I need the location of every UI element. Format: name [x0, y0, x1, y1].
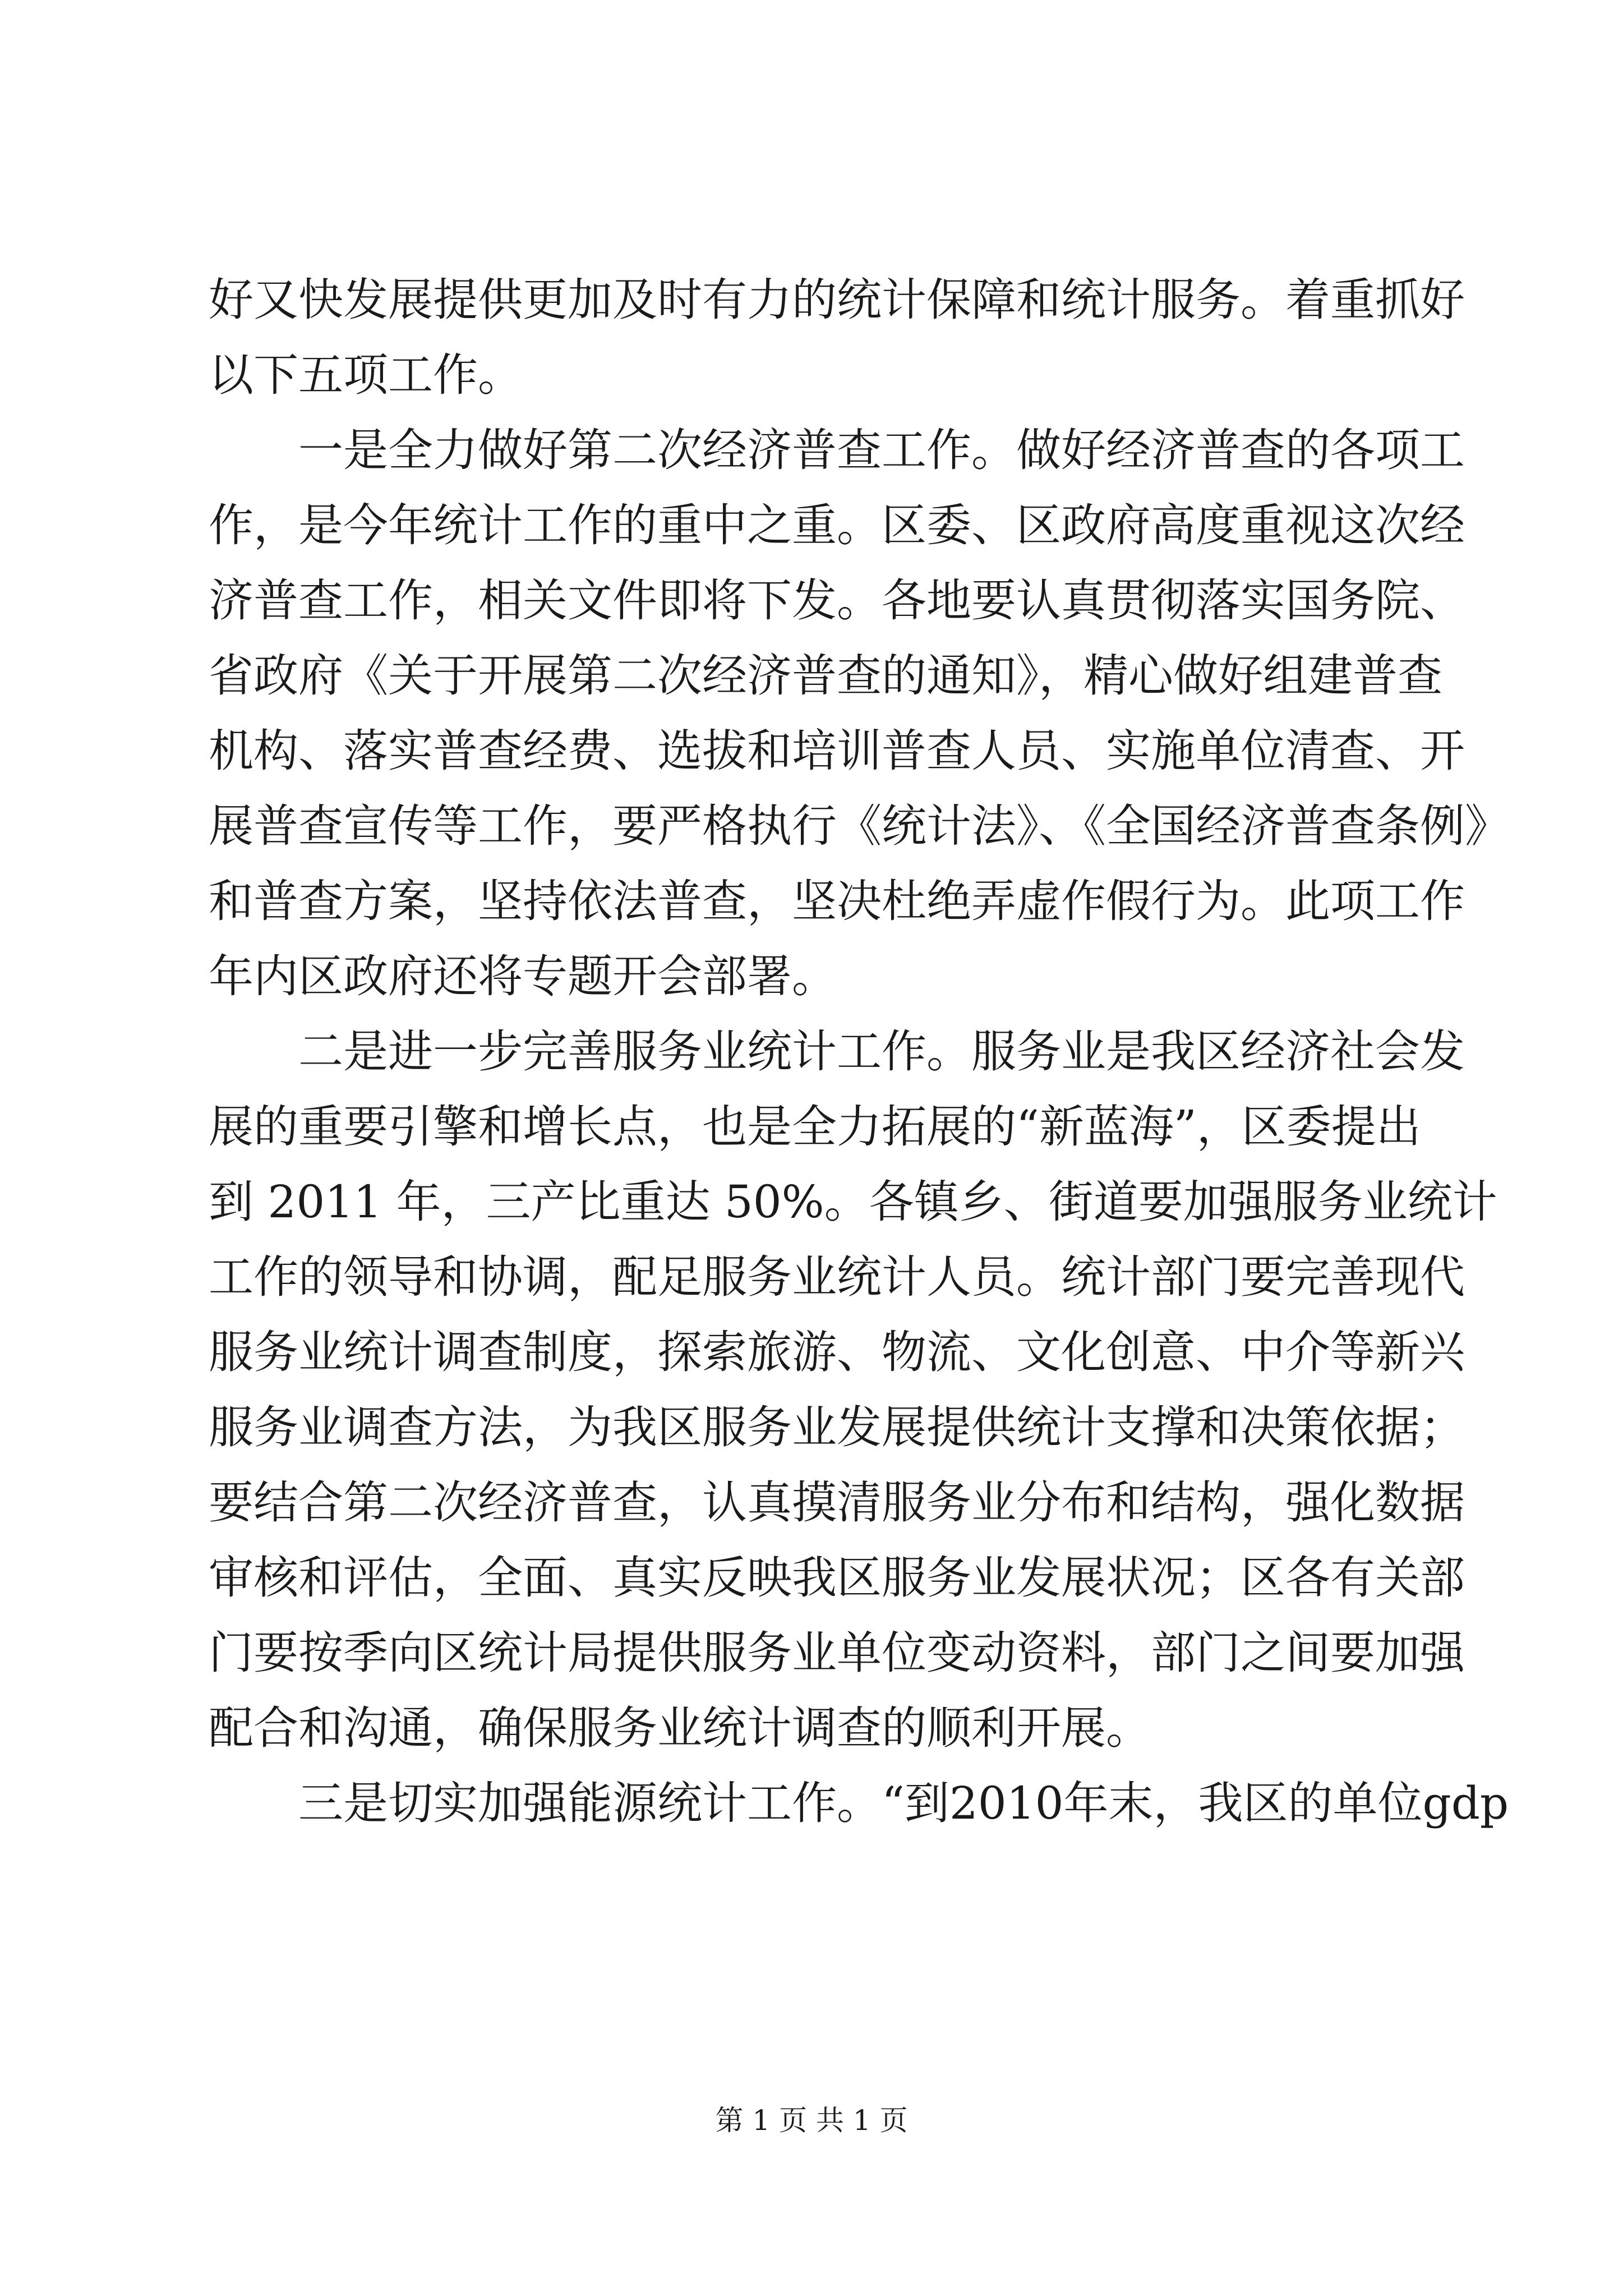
text-line: 和普查方案，坚持依法普查，坚决杜绝弄虚作假行为。此项工作 [209, 875, 1465, 927]
text-line: 三是切实加强能源统计工作。“到2010年末，我区的单位gdp [209, 1777, 1509, 1829]
text-line: 服务业调查方法，为我区服务业发展提供统计支撑和决策依据； [209, 1401, 1465, 1453]
text-line: 省政府《关于开展第二次经济普查的通知》，精心做好组建普查 [209, 650, 1442, 702]
text-line: 以下五项工作。 [209, 349, 523, 401]
text-line: 一是全力做好第二次经济普查工作。做好经济普查的各项工 [209, 424, 1465, 476]
body-text [209, 263, 1510, 1841]
text-line: 展的重要引擎和增长点，也是全力拓展的“新蓝海”，区委提出 [209, 1101, 1421, 1153]
text-line: 到 2011 年，三产比重达 50%。各镇乡、街道要加强服务业统计 [209, 1176, 1497, 1228]
text-line: 审核和评估，全面、真实反映我区服务业发展状况；区各有关部 [209, 1552, 1465, 1604]
text-line: 要结合第二次经济普查，认真摸清服务业分布和结构，强化数据 [209, 1476, 1465, 1529]
text-line: 年内区政府还将专题开会部署。 [209, 950, 837, 1002]
text-line: 二是进一步完善服务业统计工作。服务业是我区经济社会发 [209, 1025, 1465, 1078]
page-footer: 第 1 页 共 1 页 [715, 2104, 908, 2137]
text-line: 展普查宣传等工作，要严格执行《统计法》、《全国经济普查条例》 [209, 800, 1510, 852]
text-line: 好又快发展提供更加及时有力的统计保障和统计服务。着重抓好 [209, 274, 1465, 326]
text-line: 门要按季向区统计局提供服务业单位变动资料，部门之间要加强 [209, 1627, 1465, 1679]
text-line: 机构、落实普查经费、选拔和培训普查人员、实施单位清查、开 [209, 725, 1465, 777]
text-line: 服务业统计调查制度，探索旅游、物流、文化创意、中介等新兴 [209, 1326, 1465, 1378]
text-line: 配合和沟通，确保服务业统计调查的顺利开展。 [209, 1702, 1151, 1754]
text-line: 作，是今年统计工作的重中之重。区委、区政府高度重视这次经 [209, 499, 1465, 551]
text-line: 济普查工作，相关文件即将下发。各地要认真贯彻落实国务院、 [209, 574, 1465, 627]
text-line: 工作的领导和协调，配足服务业统计人员。统计部门要完善现代 [209, 1251, 1465, 1303]
